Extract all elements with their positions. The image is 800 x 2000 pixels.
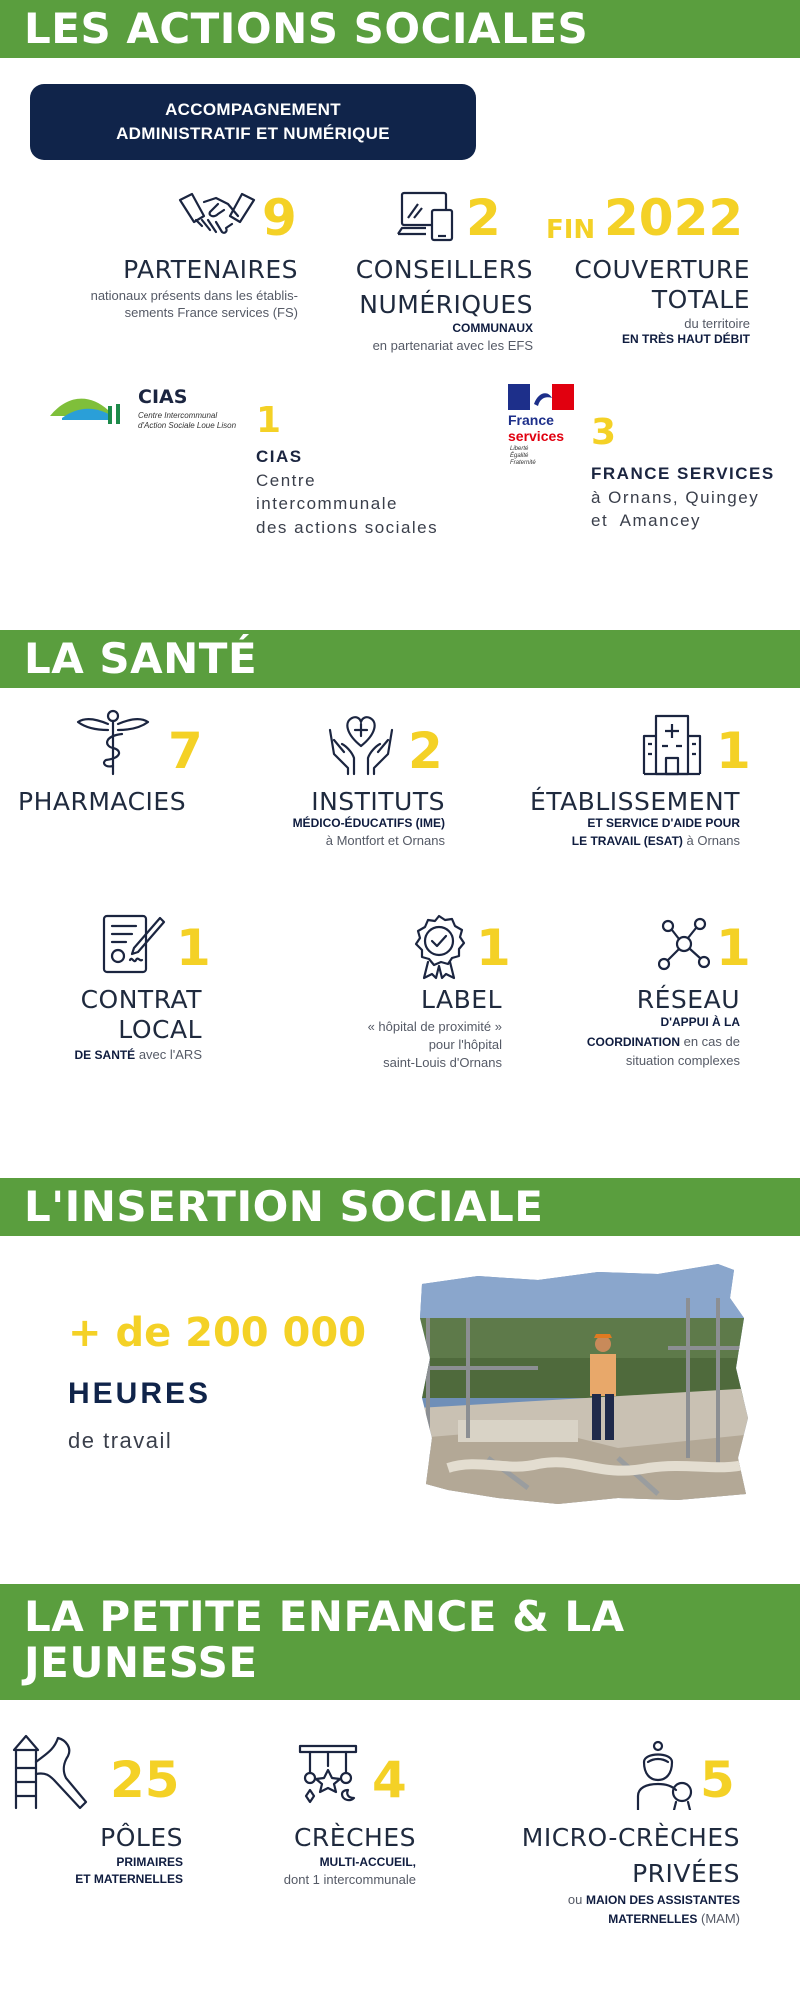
- advisors-value: 2: [466, 189, 501, 247]
- institutes-label: INSTITUTS: [311, 787, 445, 816]
- micro-label-2: PRIVÉES: [632, 1859, 740, 1888]
- advisors-desc: en partenariat avec les EFS: [372, 338, 533, 353]
- france-services-motto-3: Fraternité: [510, 460, 536, 466]
- cias-logo-sub-1: Centre Intercommunal: [138, 411, 218, 420]
- handshake-icon: [178, 190, 256, 242]
- insertion-desc: de travail: [68, 1428, 173, 1453]
- label-value: 1: [476, 919, 511, 977]
- hospital-icon: [642, 712, 702, 776]
- institutes-value: 2: [408, 722, 443, 780]
- section-title-social: LES ACTIONS SOCIALES: [24, 4, 589, 53]
- poles-desc-bold-1: PRIMAIRES: [116, 1855, 183, 1869]
- label-desc-1: « hôpital de proximité »: [367, 1019, 502, 1034]
- cias-desc-2: intercommunale: [256, 494, 398, 513]
- cias-desc-3: des actions sociales: [256, 518, 439, 537]
- baby-mobile-icon: [296, 1742, 360, 1804]
- establishment-desc-line-2: [480, 832, 740, 850]
- establishment-desc-bold-1: ET SERVICE D'AIDE POUR: [587, 816, 740, 830]
- creches-desc-bold: MULTI-ACCUEIL,: [319, 1855, 416, 1869]
- coverage-value: 2022: [604, 189, 744, 247]
- micro-desc-line-1: [440, 1891, 740, 1909]
- france-services-desc-2: et Amancey: [591, 511, 702, 530]
- micro-desc-pre: ou: [567, 1892, 586, 1907]
- creches-desc: dont 1 intercommunale: [283, 1872, 416, 1887]
- contract-label-1: CONTRAT: [80, 985, 202, 1014]
- poles-value: 25: [110, 1751, 180, 1809]
- partners-value: 9: [262, 189, 297, 247]
- support-pill: [30, 84, 476, 160]
- label-label: LABEL: [421, 985, 502, 1014]
- insertion-label: HEURES: [68, 1377, 212, 1410]
- partners-desc-1: nationaux présents dans les établis-: [90, 288, 298, 303]
- network-desc-bold-1: D'APPUI À LA: [660, 1015, 740, 1029]
- cias-hills-icon: [50, 392, 134, 428]
- pharmacies-label: PHARMACIES: [18, 787, 187, 816]
- section-band-youth: [0, 1584, 800, 1700]
- caduceus-icon: [76, 708, 150, 776]
- advisors-label-2: NUMÉRIQUES: [359, 290, 533, 319]
- section-title-youth-1: LA PETITE ENFANCE & LA: [24, 1592, 625, 1641]
- coverage-desc-bold: EN TRÈS HAUT DÉBIT: [621, 332, 750, 346]
- cias-logo-name: CIAS: [138, 386, 188, 408]
- badge-check-icon: [412, 914, 466, 980]
- micro-value: 5: [700, 1751, 735, 1809]
- cias-desc-1: Centre: [256, 471, 317, 490]
- creches-value: 4: [372, 1751, 407, 1809]
- france-services-logo-line-2: services: [508, 428, 565, 444]
- partners-label: PARTENAIRES: [123, 255, 298, 284]
- nanny-baby-icon: [636, 1740, 694, 1810]
- cias-logo: [50, 384, 250, 440]
- france-services-logo: [506, 384, 586, 468]
- cias-label: CIAS: [256, 447, 303, 466]
- micro-desc-line-2: [440, 1910, 740, 1928]
- playground-slide-icon: [10, 1732, 88, 1810]
- section-band-health: [0, 630, 800, 688]
- cias-logo-sub-2: d'Action Sociale Loue Lison: [138, 421, 237, 430]
- worksite-photo: [418, 1258, 754, 1508]
- network-value: 1: [716, 919, 751, 977]
- establishment-desc-2: à Ornans: [682, 833, 740, 848]
- establishment-value: 1: [716, 722, 751, 780]
- section-band-social: [0, 0, 800, 58]
- coverage-label-2: TOTALE: [651, 285, 750, 314]
- poles-desc-bold-2: ET MATERNELLES: [75, 1872, 183, 1886]
- contract-icon: [102, 912, 166, 976]
- label-desc-2: pour l'hôpital: [428, 1037, 502, 1052]
- insertion-value: + de 200 000: [68, 1310, 367, 1356]
- france-services-motto-2: Égalité: [510, 453, 529, 459]
- network-desc-line-2: [520, 1033, 740, 1051]
- coverage-label-1: COUVERTURE: [574, 255, 750, 284]
- institutes-desc: à Montfort et Ornans: [325, 833, 445, 848]
- micro-desc-bold-1: MAION DES ASSISTANTES: [585, 1893, 740, 1907]
- heart-hands-icon: [326, 710, 396, 776]
- france-services-desc-1: à Ornans, Quingey: [591, 488, 760, 507]
- micro-label-1: MICRO-CRÈCHES: [521, 1823, 740, 1852]
- institutes-desc-bold: MÉDICO-ÉDUCATIFS (IME): [292, 816, 445, 830]
- contract-label-2: LOCAL: [118, 1015, 202, 1044]
- france-services-label: FRANCE SERVICES: [591, 464, 775, 483]
- section-band-insertion: [0, 1178, 800, 1236]
- coverage-desc: du territoire: [684, 316, 750, 331]
- french-flag-icon: [508, 384, 574, 410]
- pill-line-1: ACCOMPAGNEMENT: [165, 100, 341, 119]
- section-title-insertion: L'INSERTION SOCIALE: [24, 1182, 544, 1231]
- section-title-youth-2: JEUNESSE: [24, 1638, 258, 1687]
- contract-desc-line: [20, 1046, 202, 1064]
- contract-value: 1: [176, 919, 211, 977]
- network-desc-bold-2: COORDINATION: [586, 1035, 680, 1049]
- coverage-prefix: FIN: [546, 215, 596, 245]
- establishment-desc-bold-2: LE TRAVAIL (ESAT): [571, 834, 683, 848]
- devices-icon: [396, 190, 458, 242]
- contract-desc: avec l'ARS: [135, 1047, 202, 1062]
- poles-label: PÔLES: [100, 1823, 183, 1852]
- france-services-value: 3: [591, 412, 617, 453]
- contract-desc-bold: DE SANTÉ: [74, 1048, 136, 1062]
- advisors-desc-bold: COMMUNAUX: [452, 321, 533, 335]
- advisors-label-1: CONSEILLERS: [355, 255, 533, 284]
- network-desc-3: situation complexes: [625, 1053, 740, 1068]
- network-desc-2: en cas de: [680, 1034, 740, 1049]
- network-icon: [658, 916, 710, 972]
- france-services-motto-1: Liberté: [510, 446, 529, 452]
- micro-desc-bold-2: MATERNELLES: [608, 1912, 698, 1926]
- micro-desc-post: (MAM): [697, 1911, 740, 1926]
- cias-value: 1: [256, 400, 282, 441]
- section-title-health: LA SANTÉ: [24, 634, 258, 683]
- creches-label: CRÈCHES: [293, 1823, 416, 1852]
- partners-desc-2: sements France services (FS): [124, 305, 298, 320]
- pharmacies-value: 7: [168, 722, 203, 780]
- france-services-logo-line-1: France: [508, 412, 554, 428]
- pill-line-2: ADMINISTRATIF ET NUMÉRIQUE: [116, 124, 390, 143]
- label-desc-3: saint-Louis d'Ornans: [383, 1055, 502, 1070]
- establishment-label: ÉTABLISSEMENT: [529, 787, 740, 816]
- network-label: RÉSEAU: [636, 985, 740, 1014]
